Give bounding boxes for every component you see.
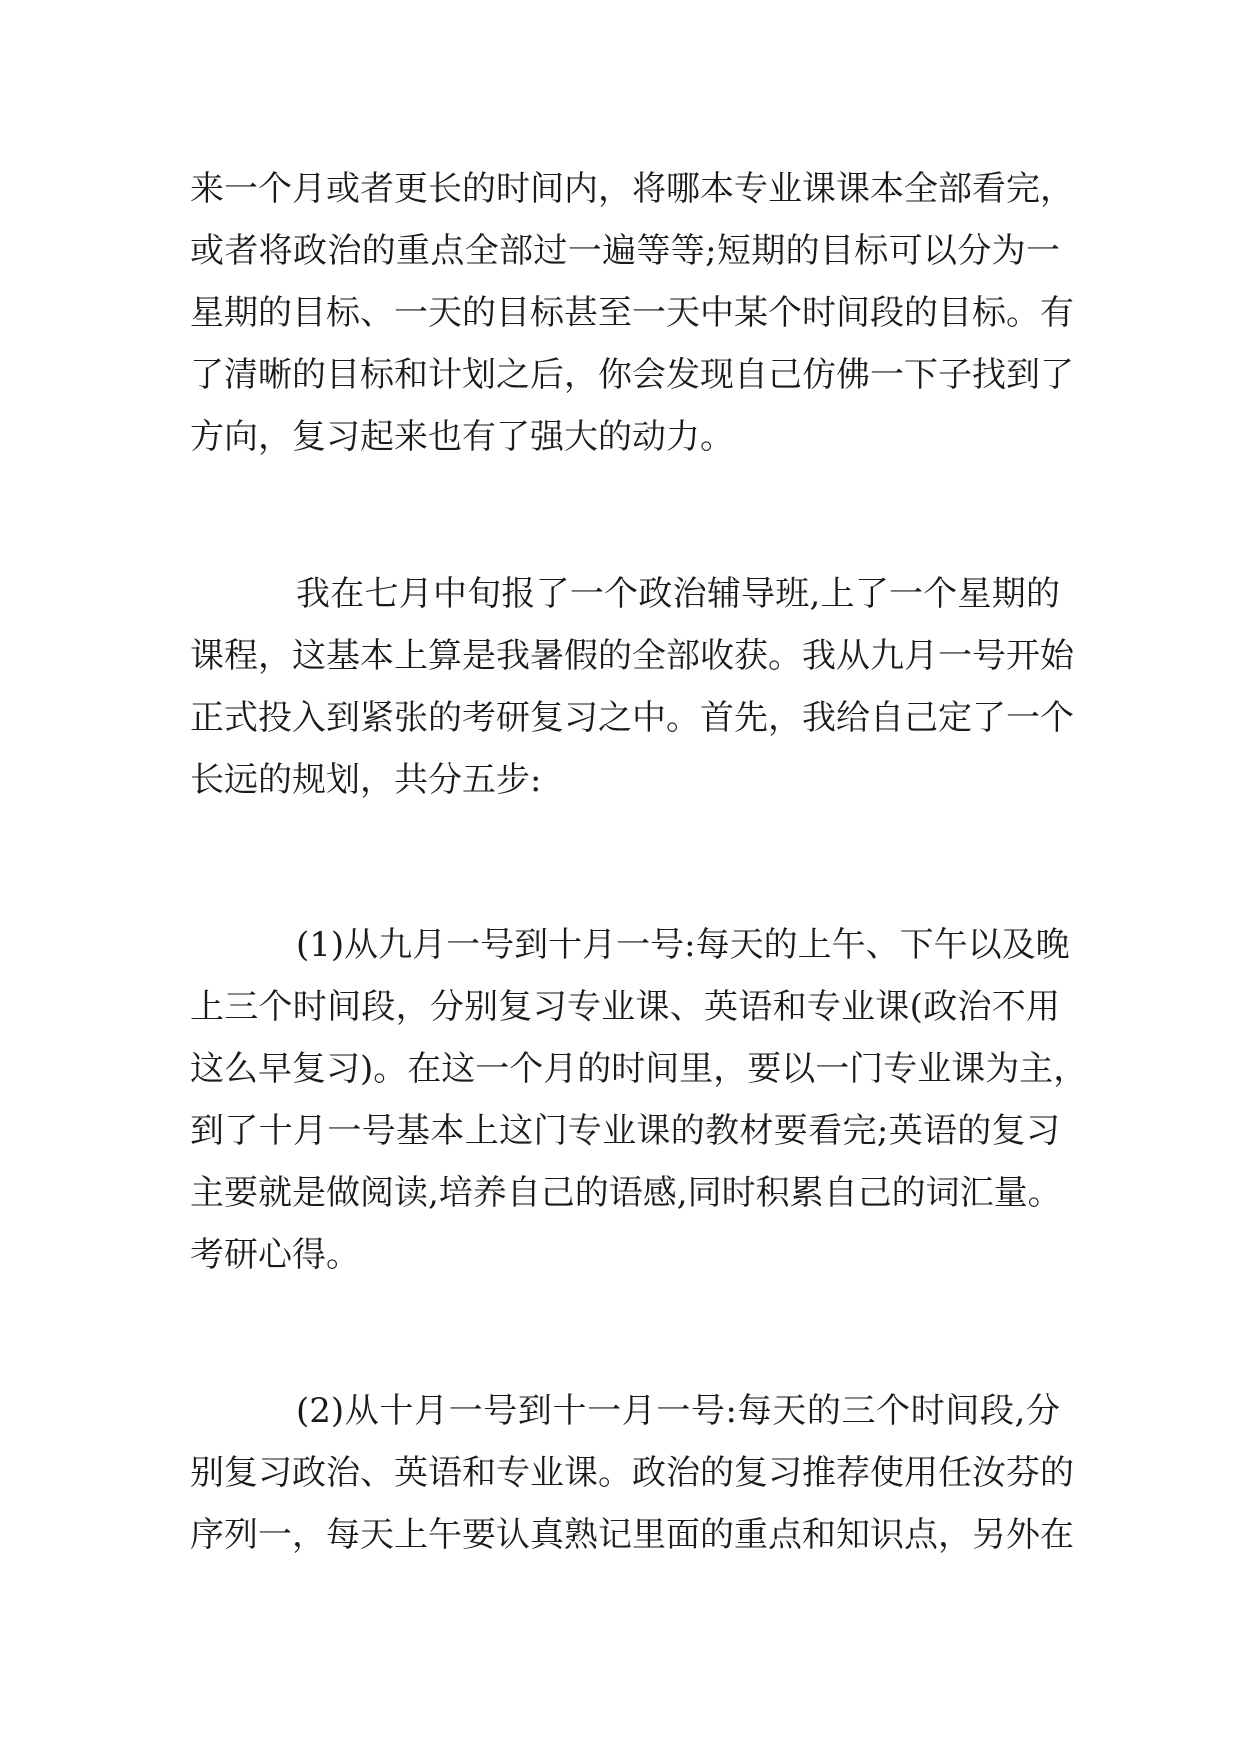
text-line: 序列一，每天上午要认真熟记里面的重点和知识点，另外在 xyxy=(190,1515,1074,1555)
text-line: 别复习政治、英语和专业课。政治的复习推荐使用任汝芬的 xyxy=(190,1453,1074,1493)
text-line: 星期的目标、一天的目标甚至一天中某个时间段的目标。有 xyxy=(190,293,1074,333)
text-line: 主要就是做阅读,培养自己的语感,同时积累自己的词汇量。 xyxy=(190,1173,1062,1213)
text-line: 到了十月一号基本上这门专业课的教材要看完;英语的复习 xyxy=(190,1111,1060,1151)
text-line: (1)从九月一号到十月一号:每天的上午、下午以及晚 xyxy=(296,925,1070,965)
text-line: 或者将政治的重点全部过一遍等等;短期的目标可以分为一 xyxy=(190,231,1061,271)
text-line: 了清晰的目标和计划之后，你会发现自己仿佛一下子找到了 xyxy=(190,355,1074,395)
text-line: 这么早复习)。在这一个月的时间里，要以一门专业课为主， xyxy=(190,1049,1088,1089)
text-line: 长远的规划，共分五步: xyxy=(190,760,542,800)
text-line: (2)从十月一号到十一月一号:每天的三个时间段,分 xyxy=(296,1391,1060,1431)
text-line: 方向，复习起来也有了强大的动力。 xyxy=(190,417,734,457)
paragraph-step-1 xyxy=(190,914,1088,1286)
text-line: 我在七月中旬报了一个政治辅导班,上了一个星期的 xyxy=(296,574,1060,614)
paragraph-plan-intro xyxy=(190,563,1074,811)
text-line: 来一个月或者更长的时间内，将哪本专业课课本全部看完， xyxy=(190,169,1074,209)
text-line: 考研心得。 xyxy=(190,1235,360,1275)
text-line: 正式投入到紧张的考研复习之中。首先，我给自己定了一个 xyxy=(190,698,1074,738)
text-line: 上三个时间段，分别复习专业课、英语和专业课(政治不用 xyxy=(190,987,1060,1027)
paragraph-step-2 xyxy=(190,1380,1074,1566)
paragraph-goals xyxy=(190,158,1074,468)
text-line: 课程，这基本上算是我暑假的全部收获。我从九月一号开始 xyxy=(190,636,1074,676)
